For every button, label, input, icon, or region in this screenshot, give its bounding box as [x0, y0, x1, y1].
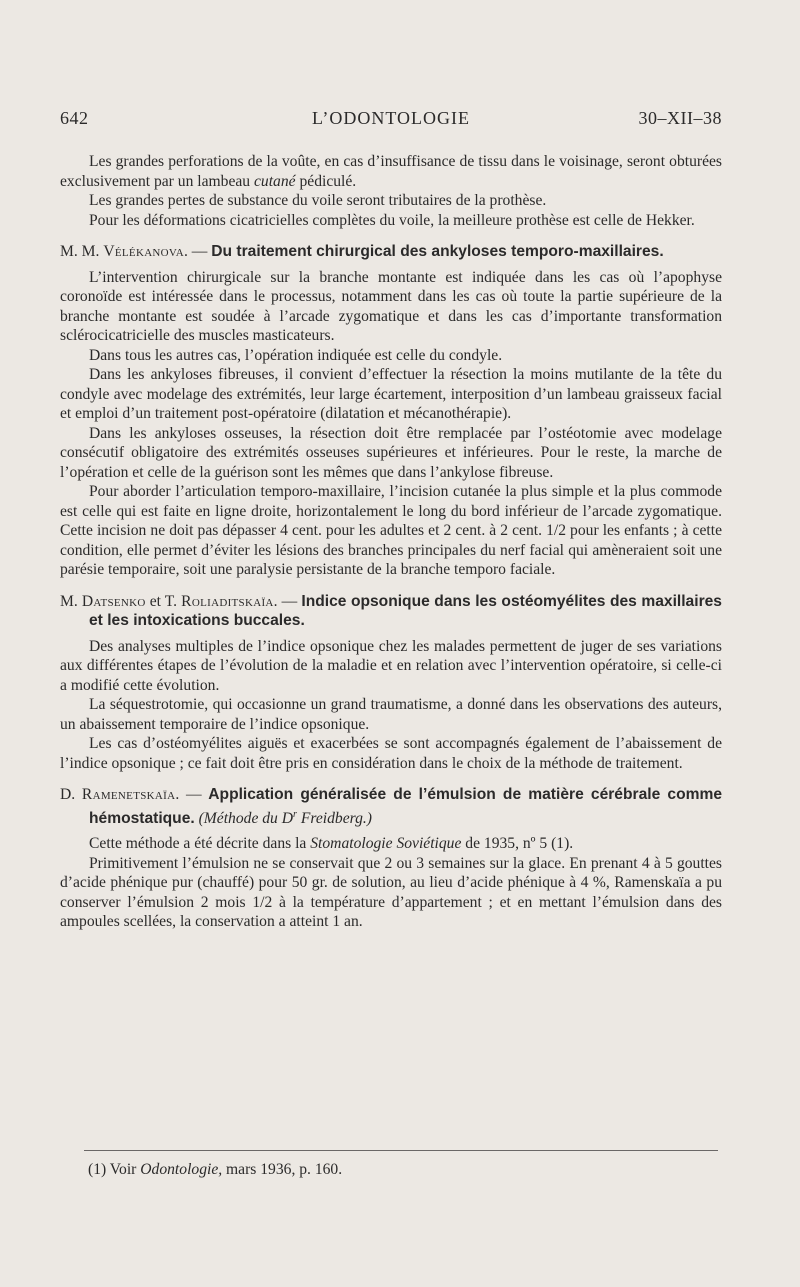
body-paragraph: Dans tous les autres cas, l’opération indiquée est celle du condyle.: [89, 346, 503, 364]
issue-date: 30–XII–38: [638, 108, 722, 128]
abstract-title: Du traitement chirurgical des ankyloses temporo-maxillaires.: [211, 243, 664, 260]
body-paragraph: Pour aborder l’articulation temporo-maxillaire, l’incision cutanée la plus simple et la plus commode est celle qui est faite en ligne droite, horizontalement le long du bord inférieur de l’arcade zygomatique. Cette incision ne doit pas dépasser 4 cent. pour les adultes et 2 cent. à 2 cent. 1/2 pour les enfants ; à cette condition, elle permet d’éviter les lésions des branches principales du nerf facial qui amèneraient soit une parésie temporaire, soit une paralysie persistante de la branche temporo faciale.: [60, 483, 722, 578]
intro-paragraph: Pour les déformations cicatricielles complètes du voile, la meilleure prothèse est celle de Hekker.: [89, 211, 695, 229]
emphasis-cutane: cutané: [254, 172, 296, 190]
body-paragraph: Dans les ankyloses fibreuses, il convient d’effectuer la résection la moins mutilante de la tête du condyle avec modelage des extrémités, leur large écartement, interposition d’un lambeau graisseux facial et emploi d’un traitement post-opératoire (dilatation et mécanothérapie).: [60, 366, 722, 422]
body-paragraph: L’intervention chirurgicale sur la branche montante est indiquée dans les cas où l’apophyse coronoïde est intéressée dans le processus, notamment dans les cas où toute la partie supérieure de la branche montante est soudée à l’arcade zygomatique et dans les cas d’importante transformation sclérocicatricielle des muscles masticateurs.: [60, 268, 722, 344]
footnote-journal: Odontologie,: [140, 1161, 223, 1178]
abstract-title: Application généralisée de l’émulsion de matière cérébrale comme hémostatique.: [89, 786, 723, 827]
journal-name: Stomatologie Soviétique: [310, 835, 462, 853]
intro-paragraph: Les grandes pertes de substance du voile seront tributaires de la prothèse.: [89, 192, 547, 209]
abstract-title: Indice opsonique dans les ostéomyélites des maxillaires et les intoxications buccales.: [89, 592, 722, 629]
body-paragraph: Les cas d’ostéomyélites aiguës et exacerbées se sont accompagnés également de l’abaissement de l’indice opsonique ; ce fait doit être pris en considération dans le choix de la méthode de traitement.: [60, 735, 722, 772]
author-name: Vélékanova: [103, 243, 184, 260]
page-number: 642: [60, 108, 89, 128]
abstract-emulsion: [60, 785, 722, 932]
body-paragraph: Des analyses multiples de l’indice opsonique chez les malades permettent de juger de ses variations aux différentes étapes de l’évolution de la maladie et en relation avec l’intervention opératoire, si celle-ci a modifié cette évolution.: [60, 637, 722, 694]
running-title: L’ODONTOLOGIE: [312, 108, 470, 128]
abstract-heading: M. M. Vélékanova. — Du traitement chirurgical des ankyloses temporo-maxillaires.: [60, 243, 664, 260]
body-paragraph: Dans les ankyloses osseuses, la résection doit être remplacée par l’ostéotomie avec modelage consécutif obligatoire des extrémités osseuses supérieures et inférieures. Pour le reste, la marche de l’opération et celle de la guérison sont les mêmes que dans l’ankylose fibreuse.: [60, 424, 722, 481]
author-name: Ramenetskaïa: [81, 786, 176, 803]
author-name: Datsenko: [81, 592, 146, 610]
intro-paragraph: Les grandes perforations de la voûte, en cas d’insuffisance de tissu dans le voisinage, seront obturées exclusivement par un lambeau cutané pédiculé.: [60, 153, 722, 190]
running-header: [60, 108, 722, 132]
intro-section: [60, 152, 722, 230]
abstract-heading: D. Ramenetskaïa. — Application généralisée de l’émulsion de matière cérébrale comme hémostatique. (Méthode du $D^r$ Freidberg.): [60, 786, 723, 827]
abstract-heading: M. Datsenko et T. Roliaditskaïa. — Indice opsonique dans les ostéomyélites des maxillaires et les intoxications buccales.: [60, 592, 722, 629]
body-paragraph: Primitivement l’émulsion ne se conservait que 2 ou 3 semaines sur la glace. En prenant 4 à 5 gouttes d’acide phénique pur (chauffé) pour 50 gr. de solution, au lieu d’acide phénique à 4 %, Ramenskaïa a pu conserver l’émulsion 2 mois 1/2 à la température d’appartement ; et en mettant l’émulsion dans des ampoules scellées, la conservation a atteint 1 an.: [60, 854, 722, 931]
footnote: (1) Voir Odontologie, mars 1936, p. 160.: [88, 1161, 343, 1178]
abstract-indice-opsonique: [60, 592, 722, 774]
body-paragraph: La séquestrotomie, qui occasionne un grand traumatisme, a donné dans les observations des auteurs, un abaissement temporaire de l’indice opsonique.: [60, 696, 722, 733]
method-note: (Méthode du $D^r$ Freidberg.): [194, 808, 372, 827]
body-paragraph: Cette méthode a été décrite dans la Stomatologie Soviétique de 1935, nº 5 (1).: [89, 835, 574, 853]
footnote-divider: [84, 1150, 718, 1151]
abstract-ankyloses: [60, 242, 722, 580]
page-body: [60, 152, 722, 932]
author-name: Roliaditskaïa: [181, 592, 274, 610]
